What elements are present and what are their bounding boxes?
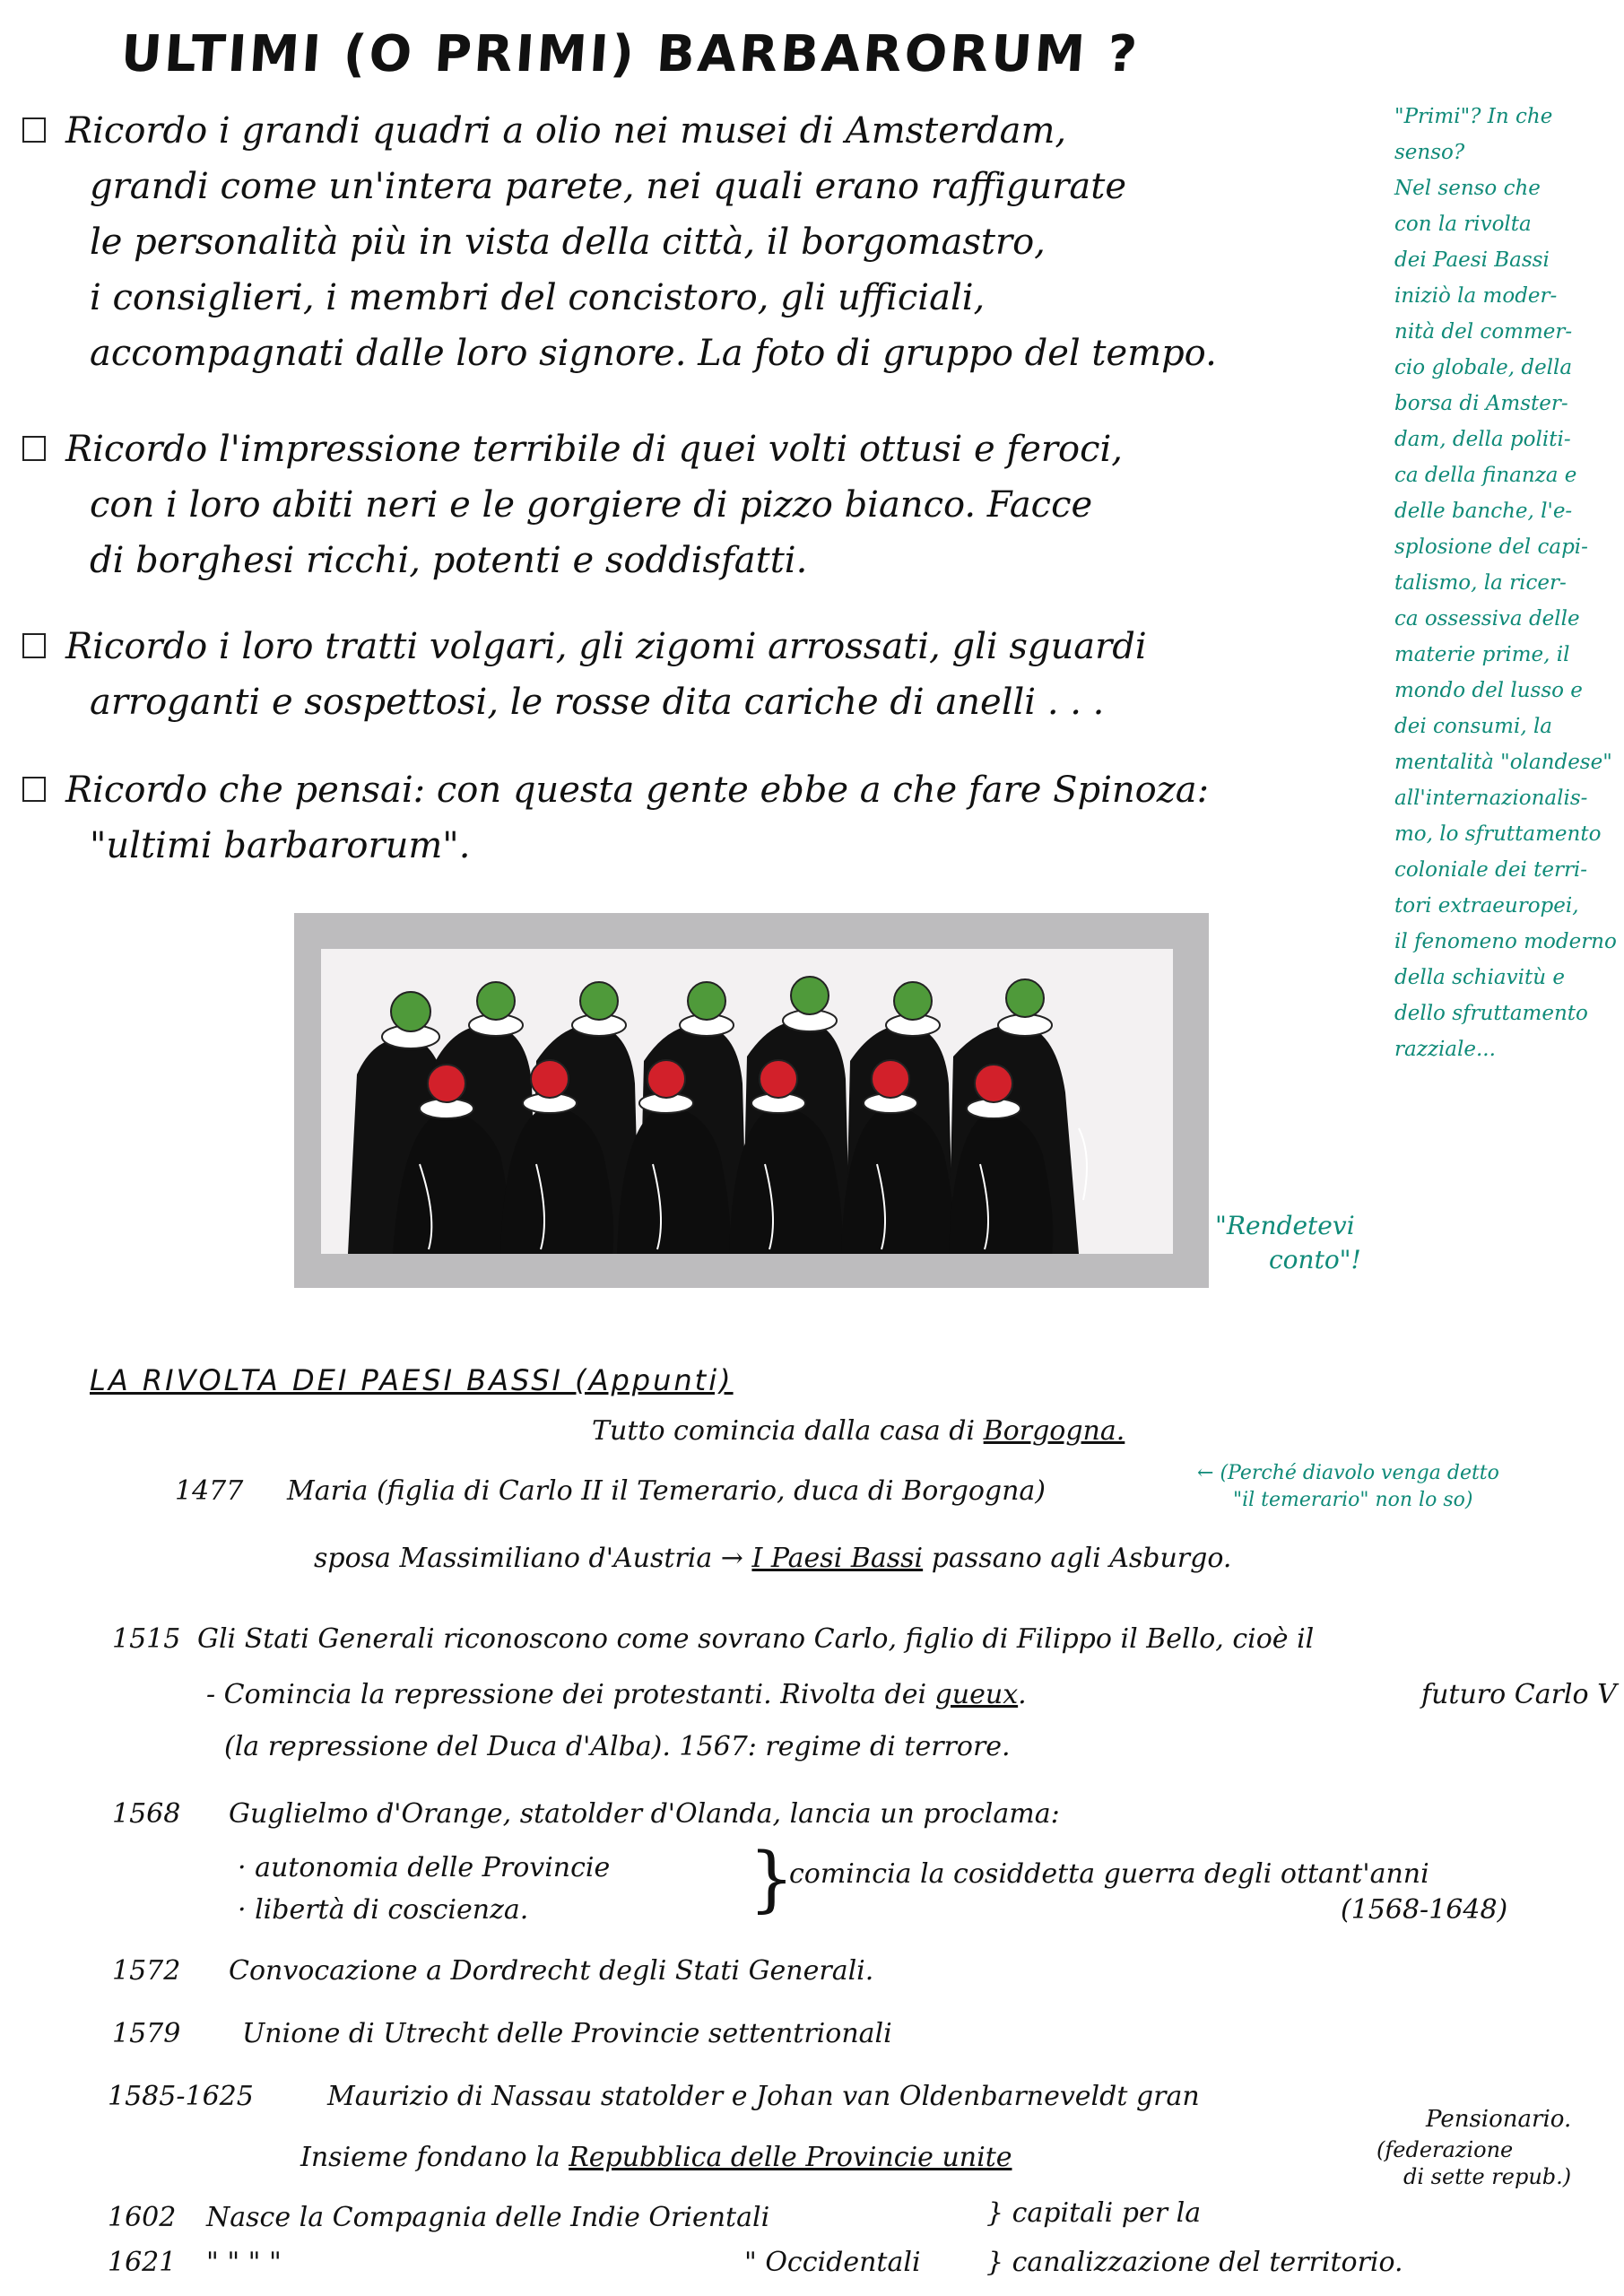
entry-1568-war: comincia la cosiddetta guerra degli ottant'anni (789, 1858, 1429, 1890)
text-line: i consiglieri, i membri del concistoro, gli ufficiali, (90, 277, 986, 318)
entry-text: Maurizio di Nassau statolder e Johan van Oldenbarneveldt gran (327, 2081, 1200, 2112)
text-line: Ricordo i grandi quadri a olio nei musei di Amsterdam, (65, 110, 1067, 152)
text-line: "ultimi barbarorum". (90, 825, 471, 866)
entry-text: . (1018, 1679, 1027, 1710)
square-bullet-icon (22, 436, 46, 461)
note-line: dam, della politi- (1394, 428, 1571, 451)
entry-text: Convocazione a Dordrecht degli Stati Generali. (229, 1955, 874, 1987)
entry-1585-pensionario: Pensionario. (1426, 2106, 1572, 2133)
entry-text: sposa Massimiliano d'Austria → (314, 1543, 743, 1574)
note-line: materie prime, il (1394, 643, 1570, 666)
margin-note (1394, 99, 1619, 1067)
ditto-marks: " " " " (206, 2247, 282, 2278)
group-portrait-illustration (321, 949, 1173, 1254)
note-line: all'internazionalis- (1394, 787, 1588, 810)
entry-text: Repubblica delle Provincie unite (569, 2142, 1012, 2173)
side-note-line: (federazione (1376, 2137, 1514, 2162)
entry-text: I Paesi Bassi (751, 1543, 924, 1574)
note-line: mo, lo sfruttamento (1394, 822, 1602, 846)
square-bullet-icon (22, 777, 46, 802)
text-line: grandi come un'intera parete, nei quali erano raffigurate (90, 166, 1127, 207)
note-line: senso? (1394, 141, 1465, 164)
note-line: nità del commer- (1394, 320, 1573, 344)
entry-1602 (108, 2202, 769, 2233)
paragraph-2 (22, 422, 1323, 588)
note-line: "Primi"? In che (1394, 105, 1553, 128)
note-line: cio globale, della (1394, 356, 1573, 379)
text-line: Ricordo i loro tratti volgari, gli zigomi arrossati, gli sguardi (65, 626, 1147, 667)
note-line: borsa di Amster- (1394, 392, 1568, 415)
painting-canvas (321, 949, 1173, 1254)
entry-text: passano agli Asburgo. (931, 1543, 1232, 1574)
side-note-line: "il temerario" non lo so) (1233, 1489, 1473, 1511)
entry-year: 1585-1625 (108, 2081, 254, 2112)
caption-line: conto"! (1269, 1245, 1361, 1274)
entry-text: Unione di Utrecht delle Provincie settentrionali (242, 2018, 892, 2049)
brace-icon: } (749, 1837, 795, 1920)
entry-1568-p1: · autonomia delle Provincie (238, 1852, 611, 1883)
entry-text: Insieme fondano la (300, 2142, 560, 2173)
text-line: di borghesi ricchi, potenti e soddisfatti. (90, 540, 808, 581)
note-line: mondo del lusso e (1394, 679, 1583, 702)
note-line: dei consumi, la (1394, 715, 1553, 738)
caption-line: "Rendetevi (1215, 1211, 1355, 1240)
entry-1585 (108, 2081, 1200, 2112)
note-line: con la rivolta (1394, 213, 1532, 236)
note-line: tori extraeuropei, (1394, 894, 1579, 918)
entry-1515-b (206, 1679, 1027, 1710)
entry-1515-future: futuro Carlo V (1421, 1679, 1617, 1710)
entry-1621-side: } canalizzazione del territorio. (986, 2247, 1403, 2278)
side-note-line: (Perché diavolo venga detto (1220, 1462, 1499, 1484)
note-line: coloniale dei terri- (1394, 858, 1588, 882)
entry-1515-c: (la repressione del Duca d'Alba). 1567: regime di terrore. (224, 1731, 1011, 1762)
entry-1568-p2: · libertà di coscienza. (238, 1894, 529, 1926)
note-line: splosione del capi- (1394, 535, 1588, 559)
entry-year: 1568 (112, 1798, 181, 1830)
entry-year: 1621 (108, 2247, 177, 2278)
note-line: della schiavitù e (1394, 966, 1565, 989)
square-bullet-icon (22, 633, 46, 658)
entry-year: 1572 (112, 1955, 181, 1987)
entry-text: Maria (figlia di Carlo II il Temerario, duca di Borgogna) (287, 1475, 1046, 1507)
intro-text: Tutto comincia dalla casa di (592, 1415, 976, 1447)
group-portrait-painting (294, 913, 1209, 1288)
entry-1572 (112, 1955, 873, 1987)
paragraph-1 (22, 103, 1323, 381)
note-line: dei Paesi Bassi (1394, 248, 1550, 272)
note-line: iniziò la moder- (1394, 284, 1558, 308)
entry-1585-b (300, 2142, 1012, 2173)
entry-1568 (112, 1798, 1060, 1830)
text-line: le personalità più in vista della città, il borgomastro, (90, 222, 1046, 263)
entry-1585-side (1376, 2136, 1571, 2190)
note-line: delle banche, l'e- (1394, 500, 1573, 523)
note-line: il fenomeno moderno (1394, 930, 1617, 953)
paragraph-4 (22, 762, 1323, 874)
side-note-line: di sette repub.) (1403, 2164, 1572, 2189)
intro-place: Borgogna. (983, 1415, 1125, 1447)
entry-text: " Occidentali (744, 2247, 921, 2278)
entry-1477 (175, 1475, 1046, 1507)
text-line: con i loro abiti neri e le gorgiere di pizzo bianco. Facce (90, 484, 1093, 526)
painting-caption (1215, 1209, 1361, 1277)
text-line: accompagnati dalle loro signore. La foto di gruppo del tempo. (90, 333, 1217, 374)
note-line: ca ossessiva delle (1394, 607, 1580, 631)
entry-year: 1602 (108, 2202, 177, 2233)
entry-1477-b (314, 1543, 1231, 1574)
entry-text: Nasce la Compagnia delle Indie Orientali (206, 2202, 770, 2233)
entry-text: gueux (934, 1679, 1019, 1710)
entry-year: 1579 (112, 2018, 181, 2049)
square-bullet-icon (22, 117, 46, 143)
entry-1579 (112, 2018, 892, 2049)
arrow-left-icon: ← (1197, 1462, 1214, 1484)
entry-text: - Comincia la repressione dei protestanti. Rivolta dei (206, 1679, 927, 1710)
text-line: Ricordo che pensai: con questa gente ebbe a che fare Spinoza: (65, 770, 1210, 811)
entry-1621 (108, 2247, 921, 2278)
paragraph-3 (22, 619, 1323, 730)
text-line: Ricordo l'impressione terribile di quei volti ottusi e feroci, (65, 429, 1123, 470)
entry-1602-side: } capitali per la (986, 2197, 1202, 2229)
entry-text: Gli Stati Generali riconoscono come sovrano Carlo, figlio di Filippo il Bello, cioè il (197, 1623, 1315, 1655)
note-line: ca della finanza e (1394, 464, 1577, 487)
entry-year: 1515 (112, 1623, 181, 1655)
entry-1568-range: (1568-1648) (1341, 1894, 1508, 1926)
entry-1515 (112, 1623, 1314, 1655)
notes-heading: LA RIVOLTA DEI PAESI BASSI (Appunti) (90, 1363, 734, 1397)
entry-text: Guglielmo d'Orange, statolder d'Olanda, lancia un proclama: (229, 1798, 1060, 1830)
page-title: ULTIMI (O PRIMI) BARBARORUM ? (118, 25, 1142, 83)
notes-intro (592, 1415, 1125, 1447)
entry-1477-side-note (1197, 1460, 1499, 1514)
text-line: arroganti e sospettosi, le rosse dita cariche di anelli . . . (90, 682, 1105, 723)
note-line: razziale... (1394, 1038, 1496, 1061)
note-line: talismo, la ricer- (1394, 571, 1567, 595)
entry-year: 1477 (175, 1475, 244, 1507)
note-line: dello sfruttamento (1394, 1002, 1588, 1025)
note-line: mentalità "olandese" (1394, 751, 1612, 774)
note-line: Nel senso che (1394, 177, 1541, 200)
